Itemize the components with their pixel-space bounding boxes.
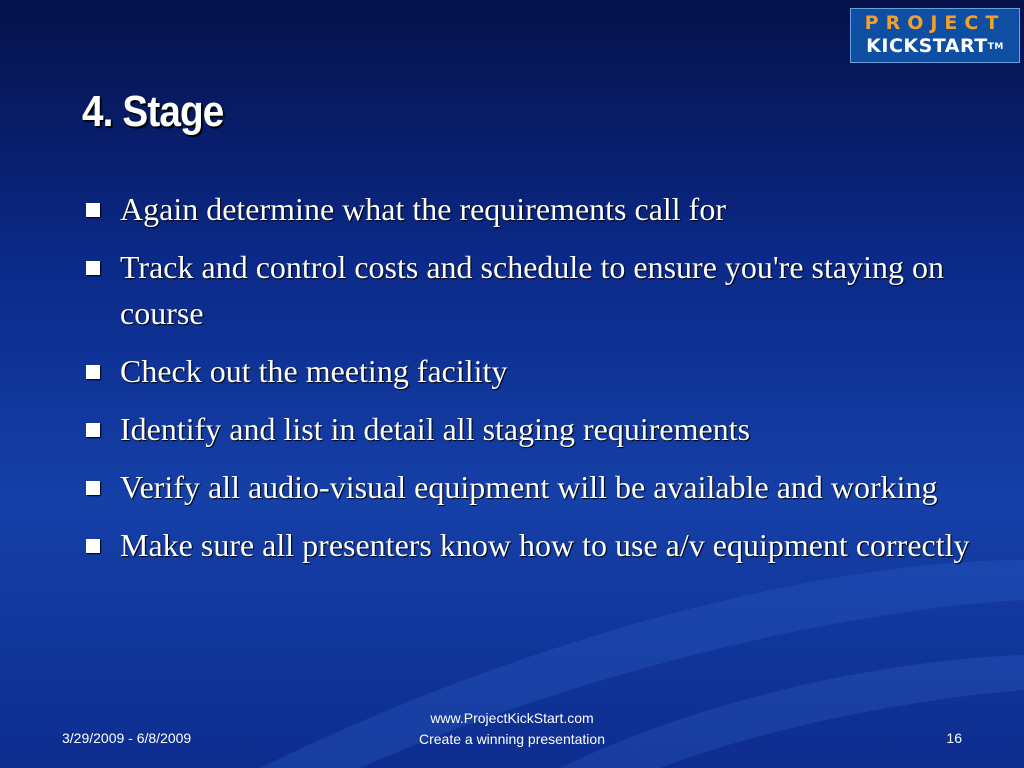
slide-title: 4. Stage [82,87,224,136]
bullet-item [82,522,972,568]
bullet-text: Make sure all presenters know how to use a/v equipment correctly [120,527,970,563]
square-bullet-icon [86,365,100,379]
bullet-list [82,186,972,580]
bullet-item [82,464,972,510]
project-kickstart-logo [850,8,1020,63]
bullet-text: Again determine what the requirements call for [120,191,726,227]
square-bullet-icon [86,539,100,553]
bullet-text: Track and control costs and schedule to ensure you're staying on course [120,249,944,331]
footer-date: 3/29/2009 - 6/8/2009 [62,730,192,746]
bullet-item [82,406,972,452]
page-number: 16 [946,730,962,746]
bullet-item [82,186,972,232]
bullet-text: Check out the meeting facility [120,353,508,389]
bullet-item [82,244,972,336]
square-bullet-icon [86,423,100,437]
bullet-text: Verify all audio-visual equipment will be available and working [120,469,938,505]
square-bullet-icon [86,481,100,495]
logo-kickstart-text: KICKSTART [866,35,988,57]
square-bullet-icon [86,203,100,217]
square-bullet-icon [86,261,100,275]
logo-trademark: TM [987,42,1004,52]
footer-center [362,708,662,750]
logo-line-project: PROJECT [864,12,1006,34]
footer-url: www.ProjectKickStart.com [430,710,594,726]
bullet-text: Identify and list in detail all staging requirements [120,411,751,447]
logo-line-kickstart [851,34,1019,58]
footer-subtitle: Create a winning presentation [418,731,605,747]
bullet-item [82,348,972,394]
